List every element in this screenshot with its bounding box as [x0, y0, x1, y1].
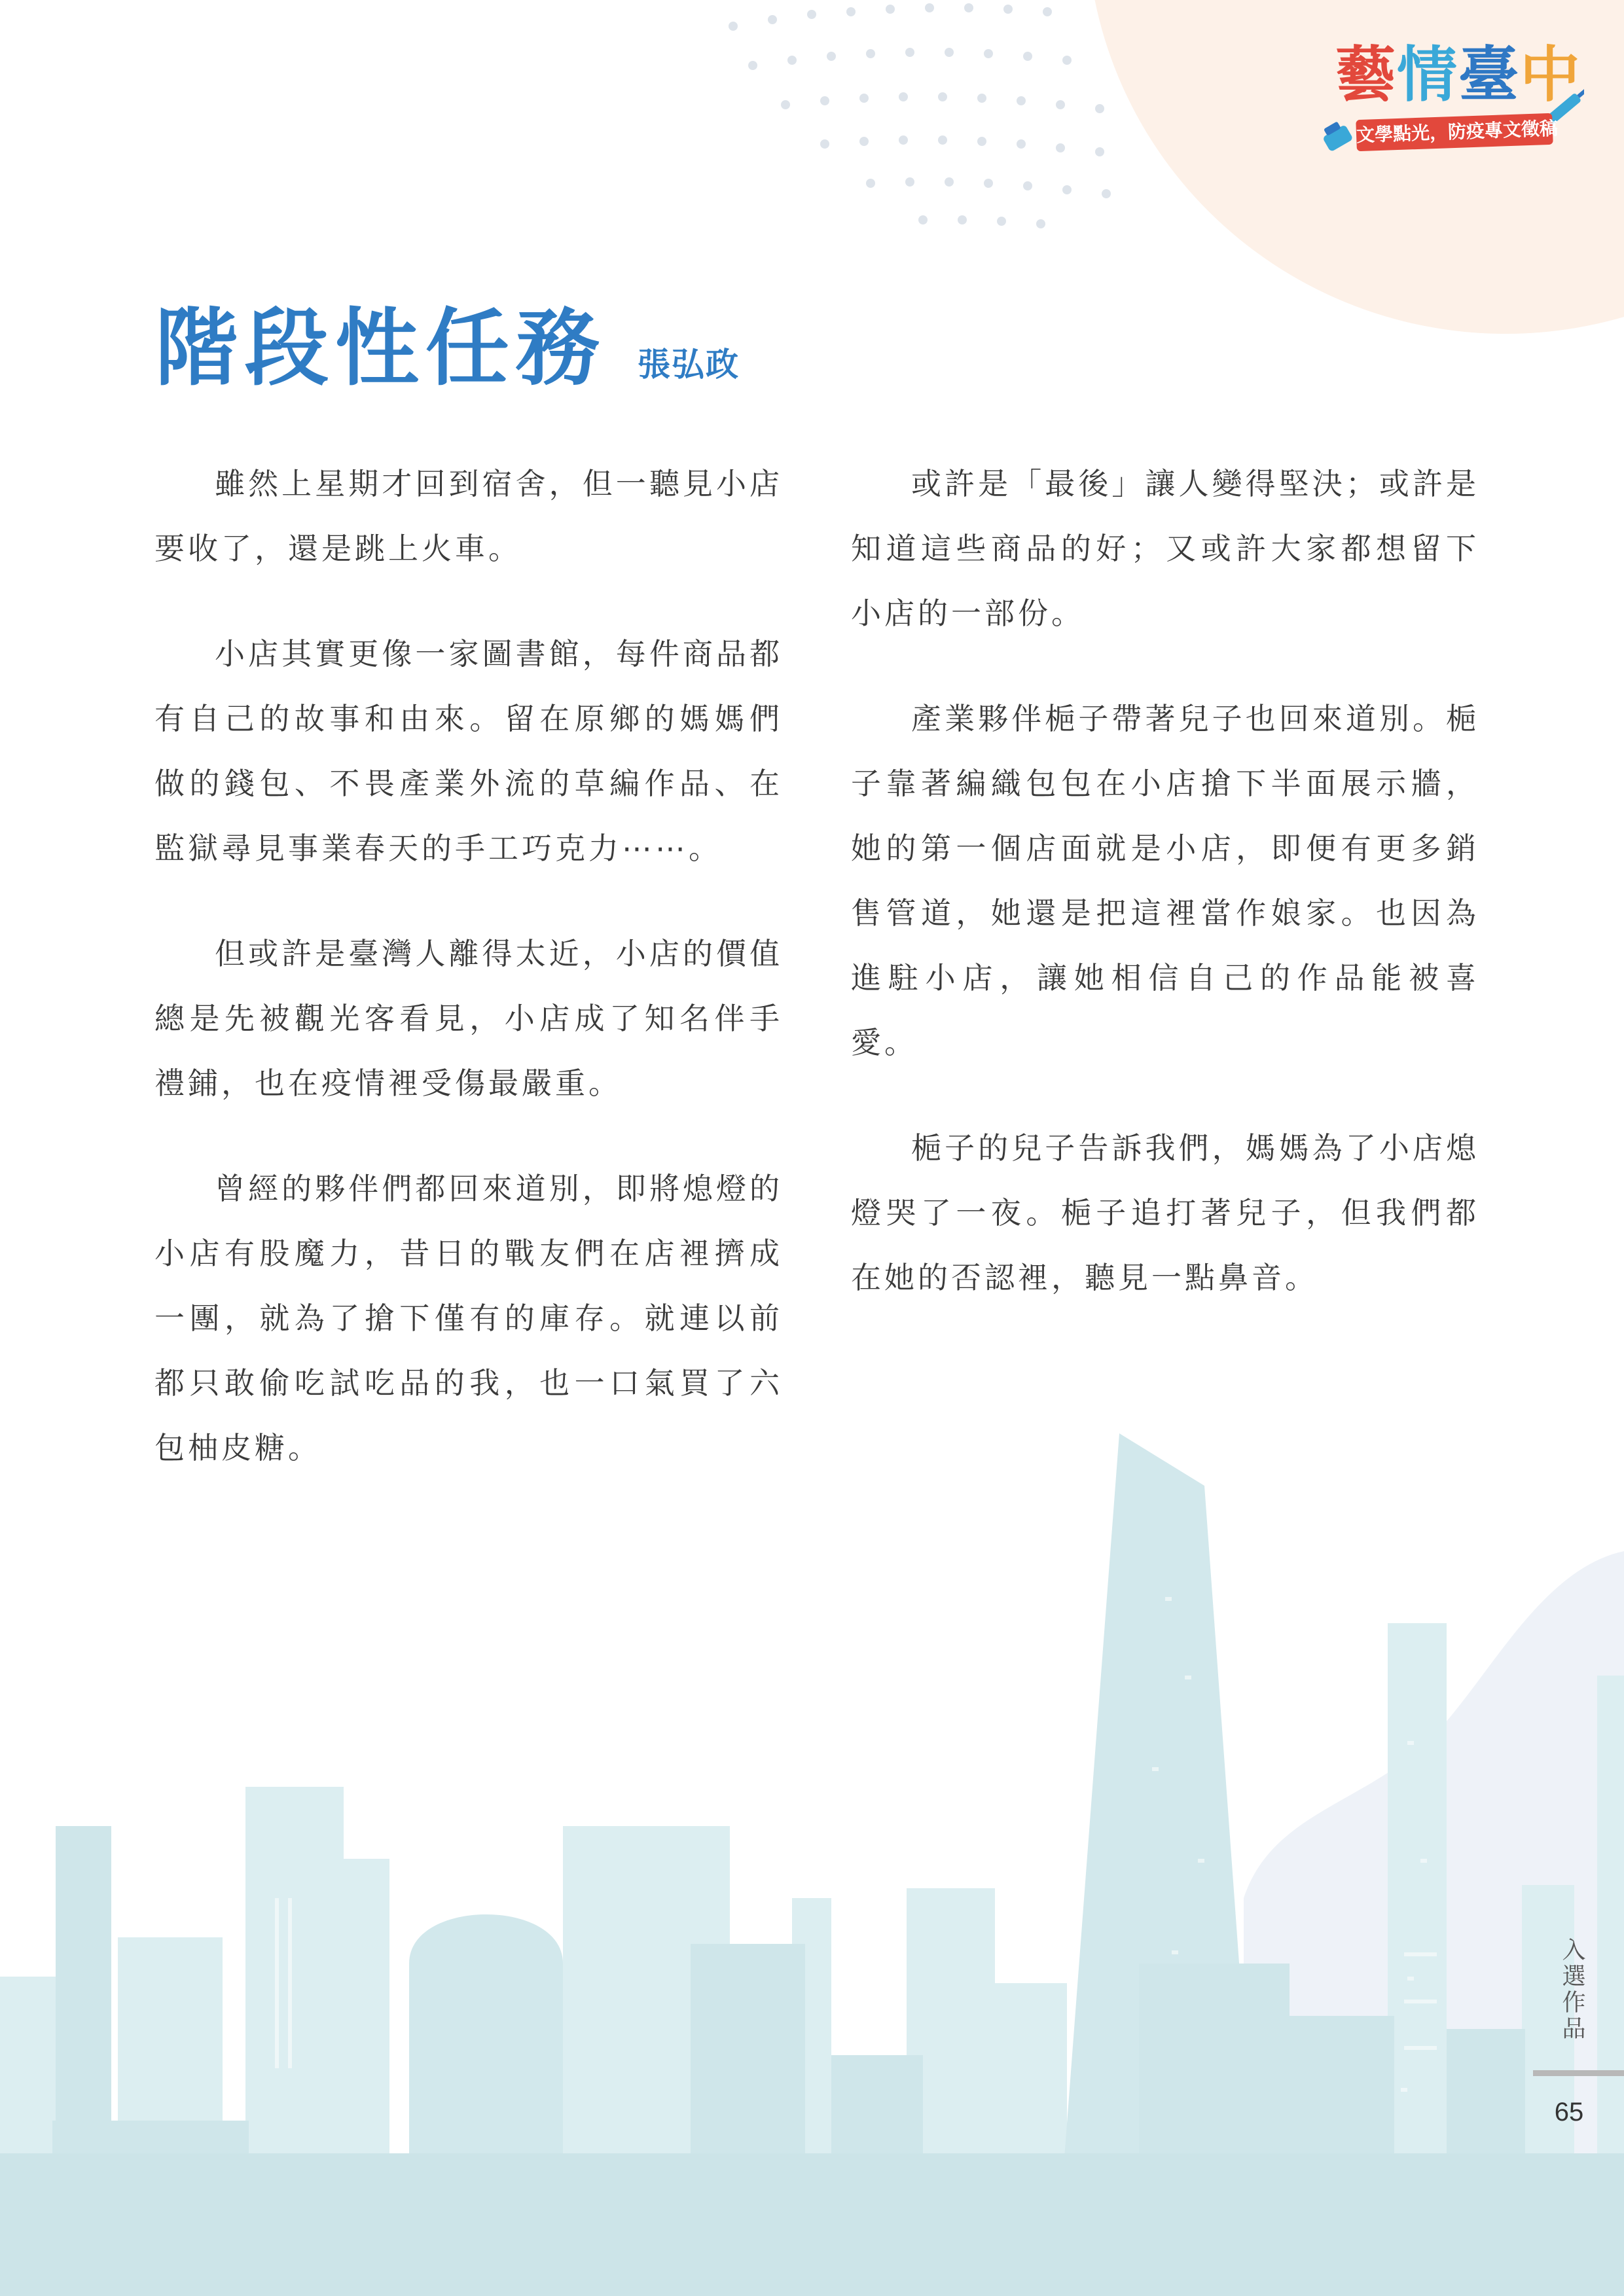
- logo-title: [1335, 39, 1581, 111]
- left-column: [154, 452, 783, 1521]
- paragraph: 產業夥伴梔子帶著兒子也回來道別。梔子靠著編織包包在小店搶下半面展示牆，她的第一個店面就是小店，即便有更多銷售管道，她還是把這裡當作娘家。也因為進駐小店，讓她相信自己的作品能被喜愛。: [851, 701, 1479, 1060]
- article-title: 階段性任務: [154, 300, 607, 397]
- logo-char-4: 中: [1520, 40, 1582, 110]
- paragraph: 梔子的兒子告訴我們，媽媽為了小店熄燈哭了一夜。梔子追打著兒子，但我們都在她的否認裡，聽見一點鼻音。: [851, 1130, 1479, 1295]
- logo-char-3: 臺: [1458, 40, 1521, 110]
- page-number: 65: [1554, 2098, 1584, 2126]
- paragraph: 雖然上星期才回到宿舍，但一聽見小店要收了，還是跳上火車。: [154, 466, 783, 566]
- paragraph: 曾經的夥伴們都回來道別，即將熄燈的小店有股魔力，昔日的戰友們在店裡擠成一團，就為了搶下僅有的庫存。就連以前都只敢偷吃試吃品的我，也一口氣買了六包柚皮糖。: [154, 1171, 783, 1465]
- logo: [1309, 39, 1584, 164]
- logo-subtitle: 文學點光，防疫專文徵稿: [1356, 113, 1553, 151]
- logo-char-1: 藝: [1335, 40, 1398, 110]
- article-author: 張弘政: [638, 346, 740, 384]
- paragraph: 小店其實更像一家圖書館，每件商品都有自己的故事和由來。留在原鄉的媽媽們做的錢包、不畏產業外流的草編作品、在監獄尋見事業春天的手工巧克力⋯⋯。: [154, 636, 783, 866]
- section-divider: [1533, 2070, 1624, 2076]
- logo-char-2: 情: [1397, 40, 1459, 110]
- section-label: 入選作品: [1559, 1937, 1585, 2042]
- decorative-dots: [707, 0, 1165, 236]
- paragraph: 但或許是臺灣人離得太近，小店的價值總是先被觀光客看見，小店成了知名伴手禮鋪，也在疫情裡受傷最嚴重。: [154, 936, 783, 1101]
- right-column: [851, 452, 1479, 1351]
- paragraph: 或許是「最後」讓人變得堅決；或許是知道這些商品的好；又或許大家都想留下小店的一部份。: [851, 466, 1479, 631]
- city-skyline-illustration: [0, 1401, 1624, 2296]
